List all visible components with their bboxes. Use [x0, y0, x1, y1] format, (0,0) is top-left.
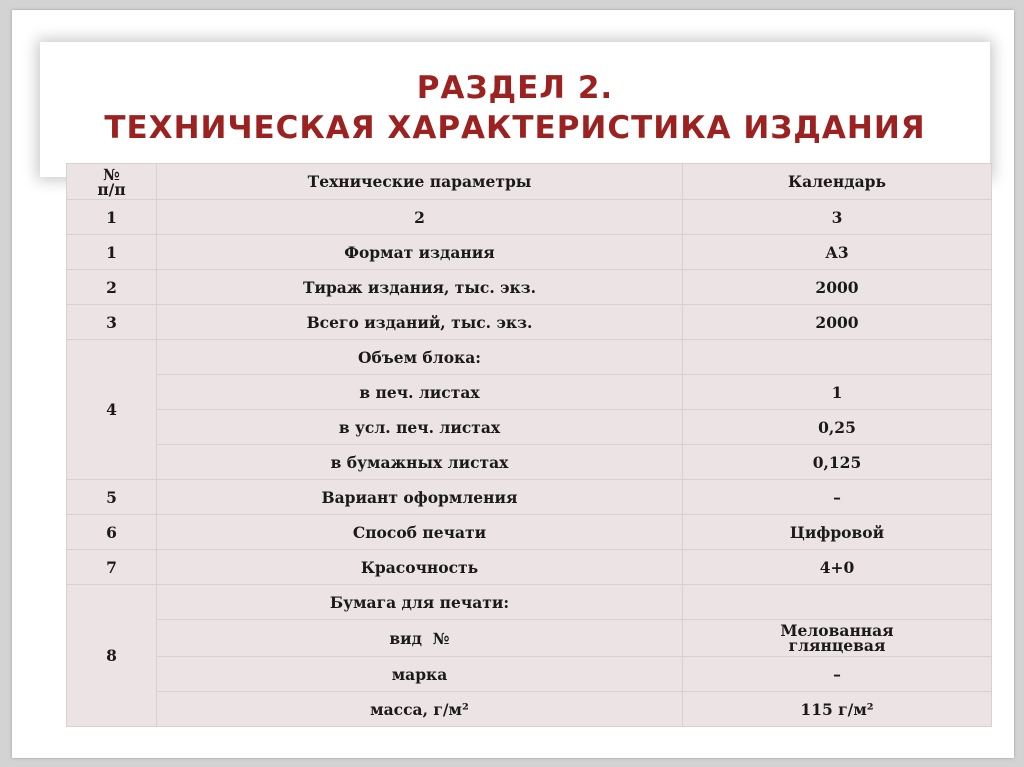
- index-param-cell: 2: [157, 200, 683, 235]
- table-row: [67, 515, 992, 550]
- title-line-1: РАЗДЕЛ 2.: [416, 70, 614, 106]
- subrow-param-cell: в бумажных листах: [157, 445, 683, 480]
- table-row: [67, 480, 992, 515]
- subrow-value-cell: 0,125: [683, 445, 992, 480]
- row-value-cell: [683, 585, 992, 620]
- row-num-cell: 6: [67, 515, 157, 550]
- table-subrow: [67, 620, 992, 657]
- table-row: [67, 550, 992, 585]
- subrow-value-cell: –: [683, 657, 992, 692]
- subrow-param-cell: вид №: [157, 620, 683, 657]
- row-value-cell: 2000: [683, 305, 992, 340]
- subrow-param-cell: в печ. листах: [157, 375, 683, 410]
- row-num-cell: 5: [67, 480, 157, 515]
- row-param-cell: Объем блока:: [157, 340, 683, 375]
- row-param-cell: Бумага для печати:: [157, 585, 683, 620]
- row-param-cell: Формат издания: [157, 235, 683, 270]
- row-param-cell: Вариант оформления: [157, 480, 683, 515]
- table-row: [67, 270, 992, 305]
- row-num-cell: 4: [67, 340, 157, 480]
- row-param-cell: Красочность: [157, 550, 683, 585]
- header-param-cell: Технические параметры: [157, 164, 683, 200]
- row-value-cell: –: [683, 480, 992, 515]
- subrow-value-cell: [683, 620, 992, 657]
- row-num-cell: 8: [67, 585, 157, 727]
- subrow-param-cell: в усл. печ. листах: [157, 410, 683, 445]
- tech-specs-table: [66, 163, 992, 727]
- header-num-cell: [67, 164, 157, 200]
- row-value-cell: 4+0: [683, 550, 992, 585]
- paper-type-line-2: глянцевая: [788, 636, 886, 655]
- row-param-cell: Всего изданий, тыс. экз.: [157, 305, 683, 340]
- index-value-cell: 3: [683, 200, 992, 235]
- row-num-cell: 7: [67, 550, 157, 585]
- table-subrow: [67, 445, 992, 480]
- table-header-row: [67, 164, 992, 200]
- subrow-param-cell: марка: [157, 657, 683, 692]
- row-value-cell: [683, 340, 992, 375]
- table-row: [67, 305, 992, 340]
- row-param-cell: Тираж издания, тыс. экз.: [157, 270, 683, 305]
- paper-type-line-1: Мелованная: [780, 621, 894, 640]
- table-index-row: [67, 200, 992, 235]
- table-row: [67, 585, 992, 620]
- header-num-line-1: №: [103, 164, 120, 184]
- row-value-cell: Цифровой: [683, 515, 992, 550]
- row-value-cell: А3: [683, 235, 992, 270]
- row-num-cell: 1: [67, 235, 157, 270]
- title-line-2: ТЕХНИЧЕСКАЯ ХАРАКТЕРИСТИКА ИЗДАНИЯ: [104, 110, 926, 146]
- subrow-value-cell: 0,25: [683, 410, 992, 445]
- index-num-cell: 1: [67, 200, 157, 235]
- row-num-cell: 2: [67, 270, 157, 305]
- header-num-line-2: п/п: [97, 179, 126, 199]
- table-subrow: [67, 410, 992, 445]
- page-title: [40, 68, 990, 148]
- subrow-value-cell: 115 г/м²: [683, 692, 992, 727]
- subrow-value-cell: 1: [683, 375, 992, 410]
- table-row: [67, 340, 992, 375]
- row-value-cell: 2000: [683, 270, 992, 305]
- header-value-cell: Календарь: [683, 164, 992, 200]
- subrow-param-cell: масса, г/м²: [157, 692, 683, 727]
- table-row: [67, 235, 992, 270]
- title-box: [40, 42, 990, 177]
- row-num-cell: 3: [67, 305, 157, 340]
- table-subrow: [67, 692, 992, 727]
- table-subrow: [67, 375, 992, 410]
- table-subrow: [67, 657, 992, 692]
- row-param-cell: Способ печати: [157, 515, 683, 550]
